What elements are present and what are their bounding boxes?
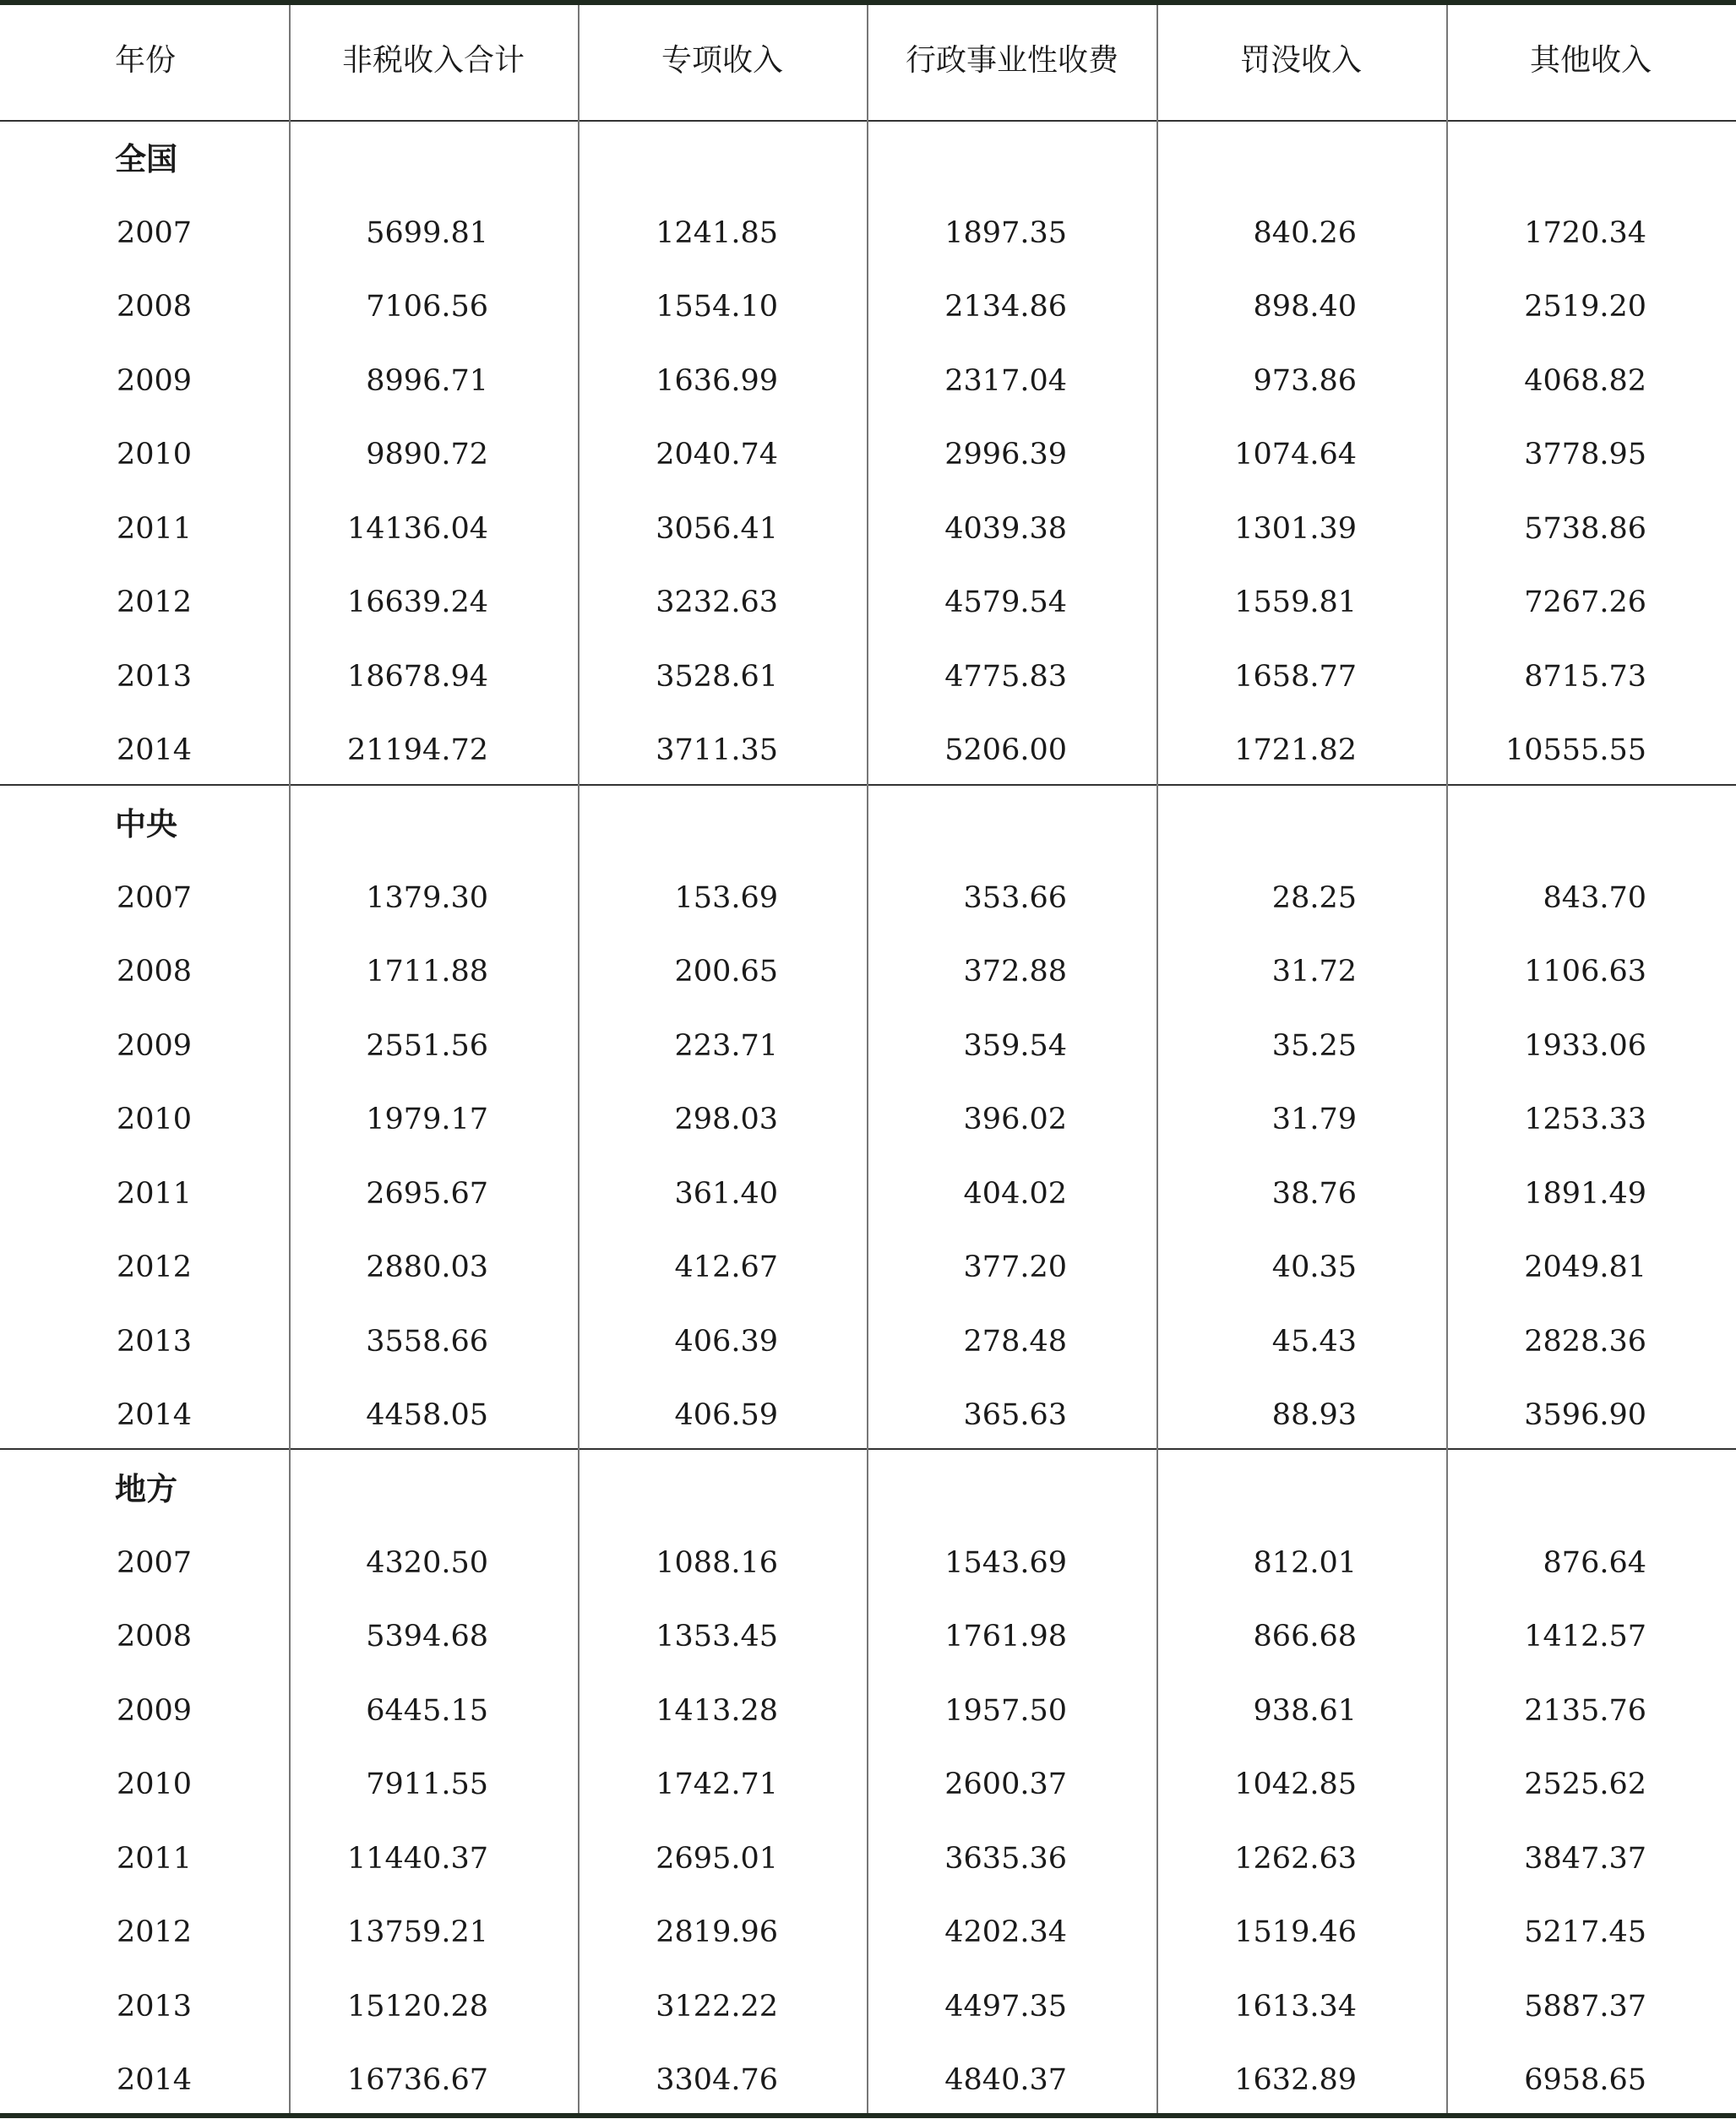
cell-nontax-total: 18678.94	[346, 659, 488, 694]
cell-nontax-total: 8996.71	[366, 363, 488, 398]
cell-admin-fees: 2996.39	[944, 438, 1067, 471]
cell-nontax-total: 3558.66	[366, 1324, 488, 1359]
cell-nontax-total: 1711.88	[366, 955, 488, 989]
cell-other-revenue: 1106.63	[1524, 955, 1646, 989]
cell-special-revenue: 2040.74	[656, 438, 778, 471]
cell-nontax-total: 1979.17	[366, 1103, 488, 1136]
cell-year: 2014	[117, 1398, 193, 1432]
cell-nontax-total: 6445.15	[366, 1693, 488, 1728]
cell-fines: 1658.77	[1234, 659, 1357, 694]
cell-nontax-total: 9890.72	[366, 438, 488, 471]
header-fines: 罚没收入	[1239, 43, 1362, 78]
cell-year: 2014	[117, 733, 193, 767]
section-label: 地方	[115, 1470, 177, 1507]
cell-nontax-total: 16639.24	[346, 586, 488, 619]
section-label: 中央	[115, 805, 177, 842]
cell-other-revenue: 2135.76	[1524, 1693, 1646, 1728]
cell-other-revenue: 5738.86	[1524, 511, 1646, 546]
cell-nontax-total: 7911.55	[366, 1768, 488, 1801]
cell-admin-fees: 396.02	[963, 1103, 1067, 1136]
cell-special-revenue: 3711.35	[656, 733, 778, 767]
cell-other-revenue: 8715.73	[1524, 659, 1646, 694]
cell-admin-fees: 1761.98	[944, 1620, 1067, 1653]
cell-year: 2011	[117, 1176, 193, 1211]
cell-fines: 1519.46	[1234, 1915, 1357, 1949]
cell-fines: 28.25	[1271, 880, 1357, 915]
cell-year: 2007	[117, 215, 193, 250]
cell-fines: 1559.81	[1234, 586, 1357, 619]
cell-fines: 40.35	[1271, 1250, 1357, 1284]
header-admin-fees: 行政事业性收费	[905, 43, 1118, 78]
cell-other-revenue: 2525.62	[1524, 1768, 1646, 1801]
cell-year: 2008	[117, 290, 193, 324]
cell-year: 2013	[117, 1324, 193, 1359]
cell-fines: 973.86	[1253, 363, 1357, 398]
cell-other-revenue: 843.70	[1543, 880, 1646, 915]
cell-special-revenue: 1554.10	[656, 290, 778, 324]
cell-fines: 1632.89	[1234, 2063, 1357, 2097]
cell-admin-fees: 4775.83	[944, 659, 1067, 694]
cell-nontax-total: 2695.67	[366, 1176, 488, 1211]
cell-other-revenue: 876.64	[1543, 1545, 1646, 1580]
cell-special-revenue: 298.03	[674, 1103, 778, 1136]
cell-year: 2014	[117, 2063, 193, 2097]
cell-other-revenue: 5887.37	[1524, 1989, 1646, 2024]
cell-special-revenue: 1742.71	[656, 1768, 778, 1801]
cell-year: 2009	[117, 1693, 193, 1728]
cell-nontax-total: 4458.05	[366, 1398, 488, 1432]
cell-admin-fees: 2600.37	[944, 1768, 1067, 1801]
cell-fines: 1301.39	[1234, 511, 1357, 546]
header-special-revenue: 专项收入	[661, 43, 783, 78]
cell-fines: 1074.64	[1234, 438, 1357, 471]
header-nontax-total: 非税收入合计	[341, 43, 525, 78]
cell-special-revenue: 1353.45	[656, 1620, 778, 1653]
cell-year: 2012	[117, 1915, 193, 1949]
cell-other-revenue: 1253.33	[1524, 1103, 1646, 1136]
cell-other-revenue: 7267.26	[1524, 586, 1646, 619]
cell-nontax-total: 2551.56	[366, 1028, 488, 1063]
cell-fines: 1613.34	[1234, 1989, 1357, 2024]
cell-admin-fees: 4579.54	[944, 586, 1067, 619]
cell-special-revenue: 200.65	[674, 955, 778, 989]
cell-other-revenue: 2519.20	[1524, 290, 1646, 324]
cell-year: 2012	[117, 586, 193, 619]
cell-admin-fees: 4840.37	[944, 2063, 1067, 2097]
cell-admin-fees: 372.88	[963, 955, 1067, 989]
cell-fines: 1721.82	[1234, 733, 1357, 767]
cell-nontax-total: 1379.30	[366, 880, 488, 915]
cell-year: 2009	[117, 1028, 193, 1063]
cell-nontax-total: 21194.72	[346, 733, 488, 767]
header-other-revenue: 其他收入	[1529, 43, 1652, 78]
header-year: 年份	[114, 43, 176, 78]
cell-other-revenue: 1720.34	[1524, 215, 1646, 250]
cell-admin-fees: 2317.04	[944, 363, 1067, 398]
cell-admin-fees: 5206.00	[944, 733, 1067, 767]
cell-fines: 1042.85	[1234, 1768, 1357, 1801]
bottom-rule	[0, 2113, 1736, 2118]
cell-fines: 88.93	[1271, 1398, 1357, 1432]
section-label: 全国	[115, 140, 177, 177]
cell-admin-fees: 404.02	[963, 1176, 1067, 1211]
cell-year: 2008	[117, 1620, 193, 1653]
cell-fines: 1262.63	[1234, 1841, 1357, 1876]
cell-other-revenue: 3778.95	[1524, 438, 1646, 471]
cell-nontax-total: 7106.56	[366, 290, 488, 324]
cell-admin-fees: 2134.86	[944, 290, 1067, 324]
cell-other-revenue: 4068.82	[1524, 363, 1646, 398]
cell-special-revenue: 3304.76	[656, 2063, 778, 2097]
cell-special-revenue: 153.69	[674, 880, 778, 915]
cell-special-revenue: 3232.63	[656, 586, 778, 619]
cell-fines: 31.79	[1271, 1103, 1357, 1136]
cell-special-revenue: 1241.85	[656, 215, 778, 250]
cell-nontax-total: 15120.28	[346, 1989, 488, 2024]
cell-admin-fees: 278.48	[963, 1324, 1067, 1359]
cell-special-revenue: 2819.96	[656, 1915, 778, 1949]
cell-special-revenue: 3056.41	[656, 511, 778, 546]
cell-special-revenue: 412.67	[674, 1250, 778, 1284]
cell-admin-fees: 4039.38	[944, 511, 1067, 546]
cell-special-revenue: 2695.01	[656, 1841, 778, 1876]
cell-other-revenue: 2828.36	[1524, 1324, 1646, 1359]
cell-special-revenue: 1636.99	[656, 363, 778, 398]
cell-special-revenue: 406.39	[674, 1324, 778, 1359]
cell-admin-fees: 3635.36	[944, 1841, 1067, 1876]
cell-admin-fees: 377.20	[963, 1250, 1067, 1284]
cell-year: 2007	[117, 1545, 193, 1580]
cell-admin-fees: 1897.35	[944, 215, 1067, 250]
cell-special-revenue: 1088.16	[656, 1545, 778, 1580]
cell-other-revenue: 6958.65	[1524, 2063, 1646, 2097]
cell-admin-fees: 1957.50	[944, 1693, 1067, 1728]
cell-admin-fees: 353.66	[963, 880, 1067, 915]
cell-year: 2010	[117, 438, 193, 471]
cell-admin-fees: 359.54	[963, 1028, 1067, 1063]
cell-other-revenue: 5217.45	[1524, 1915, 1646, 1949]
cell-year: 2013	[117, 1989, 193, 2024]
cell-other-revenue: 1891.49	[1524, 1176, 1646, 1211]
cell-year: 2008	[117, 955, 193, 989]
cell-year: 2012	[117, 1250, 193, 1284]
cell-nontax-total: 5394.68	[366, 1620, 488, 1653]
cell-fines: 812.01	[1253, 1545, 1357, 1580]
cell-nontax-total: 16736.67	[346, 2063, 488, 2097]
cell-other-revenue: 3596.90	[1524, 1398, 1646, 1432]
cell-special-revenue: 3122.22	[656, 1989, 778, 2024]
cell-admin-fees: 365.63	[963, 1398, 1067, 1432]
cell-nontax-total: 4320.50	[366, 1545, 488, 1580]
cell-other-revenue: 3847.37	[1524, 1841, 1646, 1876]
cell-admin-fees: 1543.69	[944, 1545, 1067, 1580]
cell-fines: 38.76	[1271, 1176, 1357, 1211]
cell-year: 2009	[117, 363, 193, 398]
cell-nontax-total: 5699.81	[366, 215, 488, 250]
cell-fines: 35.25	[1271, 1028, 1357, 1063]
cell-admin-fees: 4497.35	[944, 1989, 1067, 2024]
cell-nontax-total: 13759.21	[346, 1915, 488, 1949]
cell-other-revenue: 2049.81	[1524, 1250, 1646, 1284]
cell-nontax-total: 11440.37	[346, 1841, 488, 1876]
cell-year: 2010	[117, 1768, 193, 1801]
cell-other-revenue: 1933.06	[1524, 1028, 1646, 1063]
cell-nontax-total: 14136.04	[346, 511, 488, 546]
cell-fines: 31.72	[1271, 955, 1357, 989]
cell-nontax-total: 2880.03	[366, 1250, 488, 1284]
cell-year: 2007	[117, 880, 193, 915]
cell-special-revenue: 223.71	[674, 1028, 778, 1063]
cell-year: 2013	[117, 659, 193, 694]
cell-year: 2011	[117, 1841, 193, 1876]
cell-fines: 840.26	[1253, 215, 1357, 250]
cell-special-revenue: 3528.61	[656, 659, 778, 694]
cell-fines: 938.61	[1253, 1693, 1357, 1728]
cell-fines: 866.68	[1253, 1620, 1357, 1653]
cell-special-revenue: 361.40	[674, 1176, 778, 1211]
cell-fines: 45.43	[1271, 1324, 1357, 1359]
cell-fines: 898.40	[1253, 290, 1357, 324]
cell-special-revenue: 406.59	[674, 1398, 778, 1432]
cell-other-revenue: 1412.57	[1524, 1620, 1646, 1653]
cell-special-revenue: 1413.28	[656, 1693, 778, 1728]
cell-admin-fees: 4202.34	[944, 1915, 1067, 1949]
cell-year: 2011	[117, 511, 193, 546]
cell-year: 2010	[117, 1103, 193, 1136]
cell-other-revenue: 10555.55	[1505, 733, 1646, 767]
